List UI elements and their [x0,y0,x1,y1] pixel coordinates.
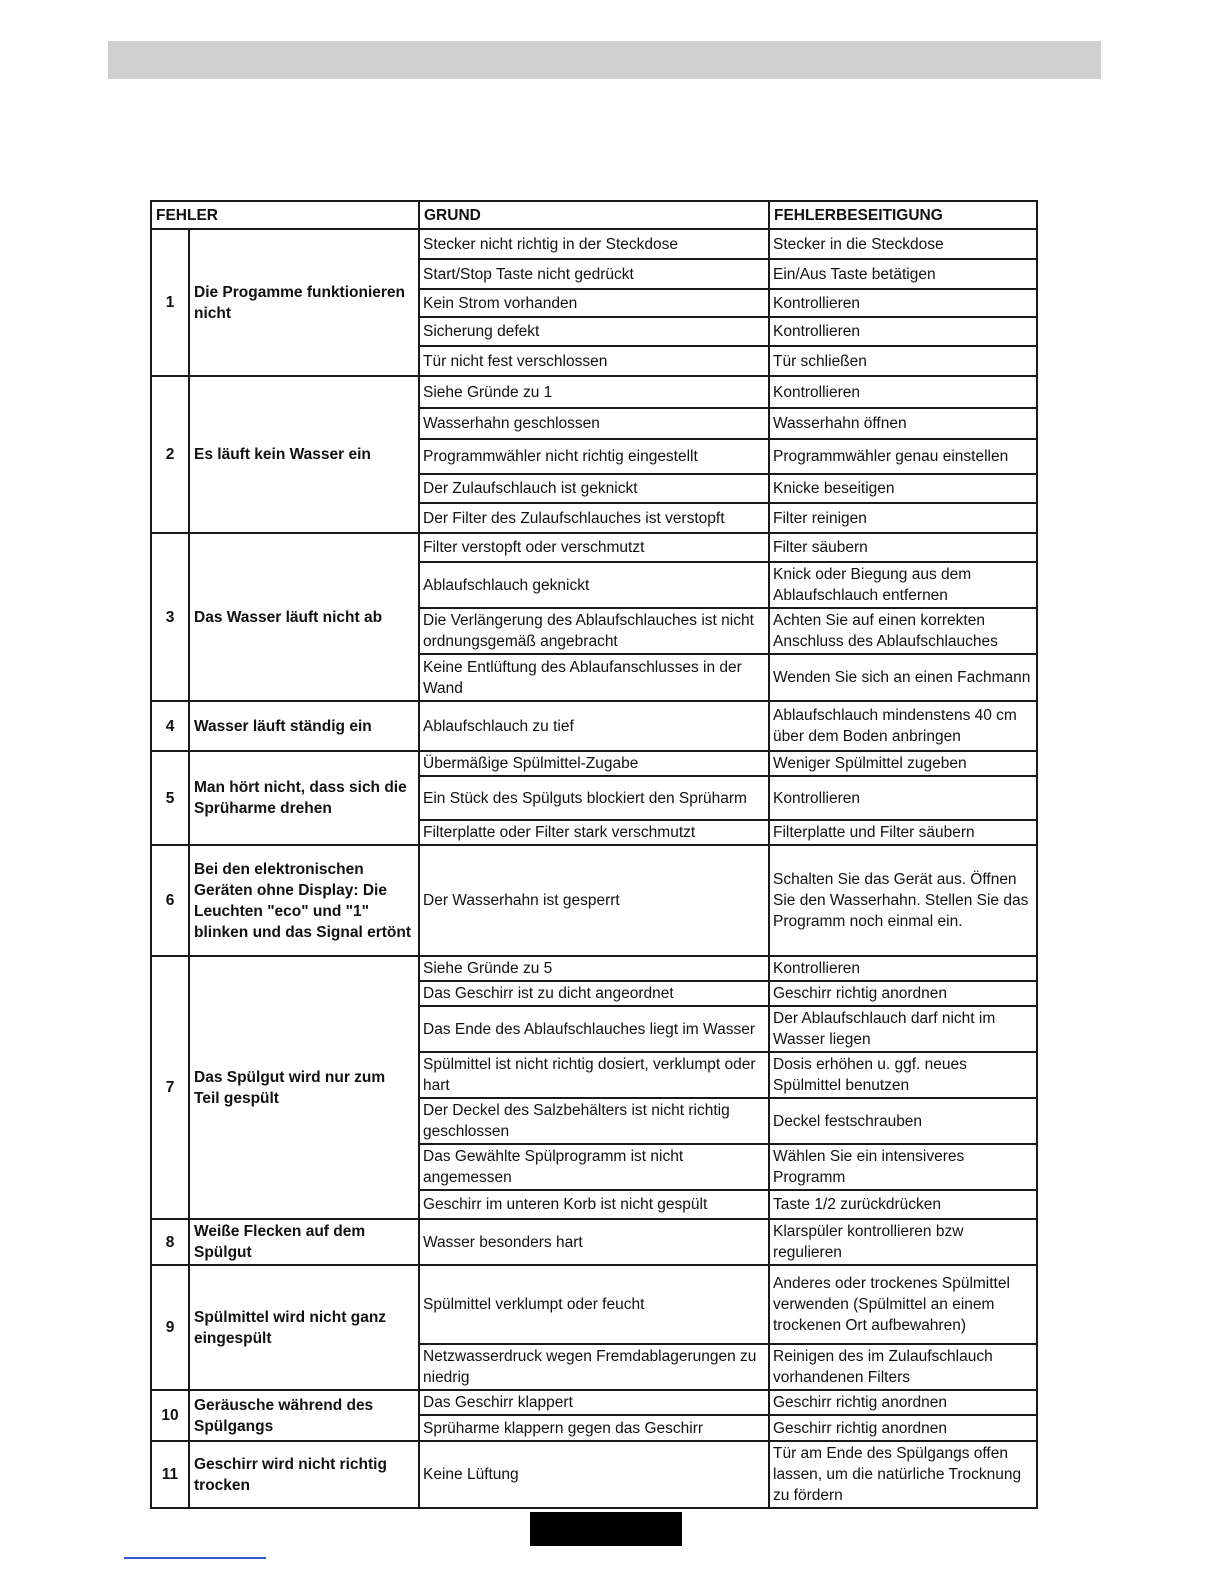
fix-cell: Achten Sie auf einen korrekten Anschluss des Ablaufschlauches [769,608,1037,654]
table-row [151,701,1037,751]
cause-cell: Spülmittel ist nicht richtig dosiert, verklumpt oder hart [419,1052,769,1098]
footer-underline [124,1557,266,1559]
fix-cell: Wenden Sie sich an einen Fachmann [769,654,1037,701]
table-row [151,845,1037,956]
fix-cell: Geschirr richtig anordnen [769,1390,1037,1415]
fault-description: Man hört nicht, dass sich die Sprüharme drehen [189,751,419,845]
cause-cell: Ein Stück des Spülguts blockiert den Sprüharm [419,776,769,820]
fault-description: Geräusche während des Spülgangs [189,1390,419,1441]
fix-cell: Knicke beseitigen [769,474,1037,503]
fault-number: 5 [151,751,189,845]
cause-cell: Der Wasserhahn ist gesperrt [419,845,769,956]
cause-cell: Der Filter des Zulaufschlauches ist verstopft [419,503,769,533]
fault-number: 8 [151,1219,189,1265]
cause-cell: Start/Stop Taste nicht gedrückt [419,259,769,289]
table-row [151,956,1037,981]
fault-number: 10 [151,1390,189,1441]
fault-number: 4 [151,701,189,751]
cause-cell: Stecker nicht richtig in der Steckdose [419,229,769,259]
fix-cell: Deckel festschrauben [769,1098,1037,1144]
header-bar [108,41,1101,79]
cause-cell: Der Zulaufschlauch ist geknickt [419,474,769,503]
fix-cell: Programmwähler genau einstellen [769,439,1037,474]
fix-cell: Wählen Sie ein intensiveres Programm [769,1144,1037,1190]
troubleshooting-table [150,200,1038,1509]
cause-cell: Siehe Gründe zu 5 [419,956,769,981]
cause-cell: Ablaufschlauch geknickt [419,562,769,608]
cause-cell: Übermäßige Spülmittel-Zugabe [419,751,769,776]
fix-cell: Kontrollieren [769,376,1037,408]
cause-cell: Sprüharme klappern gegen das Geschirr [419,1415,769,1441]
cause-cell: Filter verstopft oder verschmutzt [419,533,769,562]
table-row [151,1265,1037,1344]
fix-cell: Klarspüler kontrollieren bzw regulieren [769,1219,1037,1265]
cause-cell: Programmwähler nicht richtig eingestellt [419,439,769,474]
cause-cell: Ablaufschlauch zu tief [419,701,769,751]
fix-cell: Filterplatte und Filter säubern [769,820,1037,845]
fault-number: 7 [151,956,189,1219]
page-number-box [530,1512,682,1546]
fault-description: Weiße Flecken auf dem Spülgut [189,1219,419,1265]
cause-cell: Das Gewählte Spülprogramm ist nicht angemessen [419,1144,769,1190]
table-row [151,1390,1037,1415]
fault-description: Wasser läuft ständig ein [189,701,419,751]
fault-description: Das Spülgut wird nur zum Teil gespült [189,956,419,1219]
fault-description: Das Wasser läuft nicht ab [189,533,419,701]
cause-cell: Kein Strom vorhanden [419,289,769,317]
fault-description: Geschirr wird nicht richtig trocken [189,1441,419,1508]
fix-cell: Stecker in die Steckdose [769,229,1037,259]
table-row [151,1219,1037,1265]
fix-cell: Schalten Sie das Gerät aus. Öffnen Sie den Wasserhahn. Stellen Sie das Programm noch einmal ein. [769,845,1037,956]
fix-cell: Weniger Spülmittel zugeben [769,751,1037,776]
cause-cell: Wasser besonders hart [419,1219,769,1265]
fix-cell: Ablaufschlauch mindenstens 40 cm über dem Boden anbringen [769,701,1037,751]
cause-cell: Spülmittel verklumpt oder feucht [419,1265,769,1344]
cause-cell: Sicherung defekt [419,317,769,346]
fix-cell: Geschirr richtig anordnen [769,1415,1037,1441]
fix-cell: Tür schließen [769,346,1037,376]
fix-cell: Wasserhahn öffnen [769,408,1037,439]
table-row [151,533,1037,562]
table-row [151,1441,1037,1508]
cause-cell: Netzwasserdruck wegen Fremdablagerungen zu niedrig [419,1344,769,1390]
fault-description: Bei den elektronischen Geräten ohne Display: Die Leuchten "eco" und "1" blinken und das Signal ertönt [189,845,419,956]
fix-cell: Dosis erhöhen u. ggf. neues Spülmittel benutzen [769,1052,1037,1098]
cause-cell: Wasserhahn geschlossen [419,408,769,439]
fault-number: 3 [151,533,189,701]
fault-number: 1 [151,229,189,376]
fix-cell: Reinigen des im Zulaufschlauch vorhandenen Filters [769,1344,1037,1390]
table-header-row [151,201,1037,229]
cause-cell: Tür nicht fest verschlossen [419,346,769,376]
header-fehler: FEHLER [151,201,419,229]
fault-description: Die Progamme funktionieren nicht [189,229,419,376]
cause-cell: Die Verlängerung des Ablaufschlauches ist nicht ordnungsgemäß angebracht [419,608,769,654]
fix-cell: Kontrollieren [769,776,1037,820]
cause-cell: Das Geschirr klappert [419,1390,769,1415]
cause-cell: Keine Lüftung [419,1441,769,1508]
cause-cell: Keine Entlüftung des Ablaufanschlusses in der Wand [419,654,769,701]
fix-cell: Filter reinigen [769,503,1037,533]
table-body [151,229,1037,1508]
fault-description: Es läuft kein Wasser ein [189,376,419,533]
header-grund: GRUND [419,201,769,229]
fix-cell: Kontrollieren [769,289,1037,317]
fix-cell: Anderes oder trockenes Spülmittel verwenden (Spülmittel an einem trockenen Ort aufbewahren) [769,1265,1037,1344]
cause-cell: Der Deckel des Salzbehälters ist nicht richtig geschlossen [419,1098,769,1144]
fault-number: 9 [151,1265,189,1390]
table-row [151,376,1037,408]
fault-number: 6 [151,845,189,956]
fix-cell: Kontrollieren [769,956,1037,981]
cause-cell: Das Ende des Ablaufschlauches liegt im Wasser [419,1006,769,1052]
fix-cell: Tür am Ende des Spülgangs offen lassen, um die natürliche Trocknung zu fördern [769,1441,1037,1508]
fault-description: Spülmittel wird nicht ganz eingespült [189,1265,419,1390]
fix-cell: Knick oder Biegung aus dem Ablaufschlauch entfernen [769,562,1037,608]
fix-cell: Taste 1/2 zurückdrücken [769,1190,1037,1219]
header-fehlerbeseitigung: FEHLERBESEITIGUNG [769,201,1037,229]
table-row [151,229,1037,259]
fix-cell: Kontrollieren [769,317,1037,346]
fix-cell: Der Ablaufschlauch darf nicht im Wasser liegen [769,1006,1037,1052]
fault-number: 11 [151,1441,189,1508]
cause-cell: Geschirr im unteren Korb ist nicht gespült [419,1190,769,1219]
cause-cell: Filterplatte oder Filter stark verschmutzt [419,820,769,845]
cause-cell: Das Geschirr ist zu dicht angeordnet [419,981,769,1006]
fix-cell: Geschirr richtig anordnen [769,981,1037,1006]
fix-cell: Ein/Aus Taste betätigen [769,259,1037,289]
fault-number: 2 [151,376,189,533]
fix-cell: Filter säubern [769,533,1037,562]
table-row [151,751,1037,776]
cause-cell: Siehe Gründe zu 1 [419,376,769,408]
